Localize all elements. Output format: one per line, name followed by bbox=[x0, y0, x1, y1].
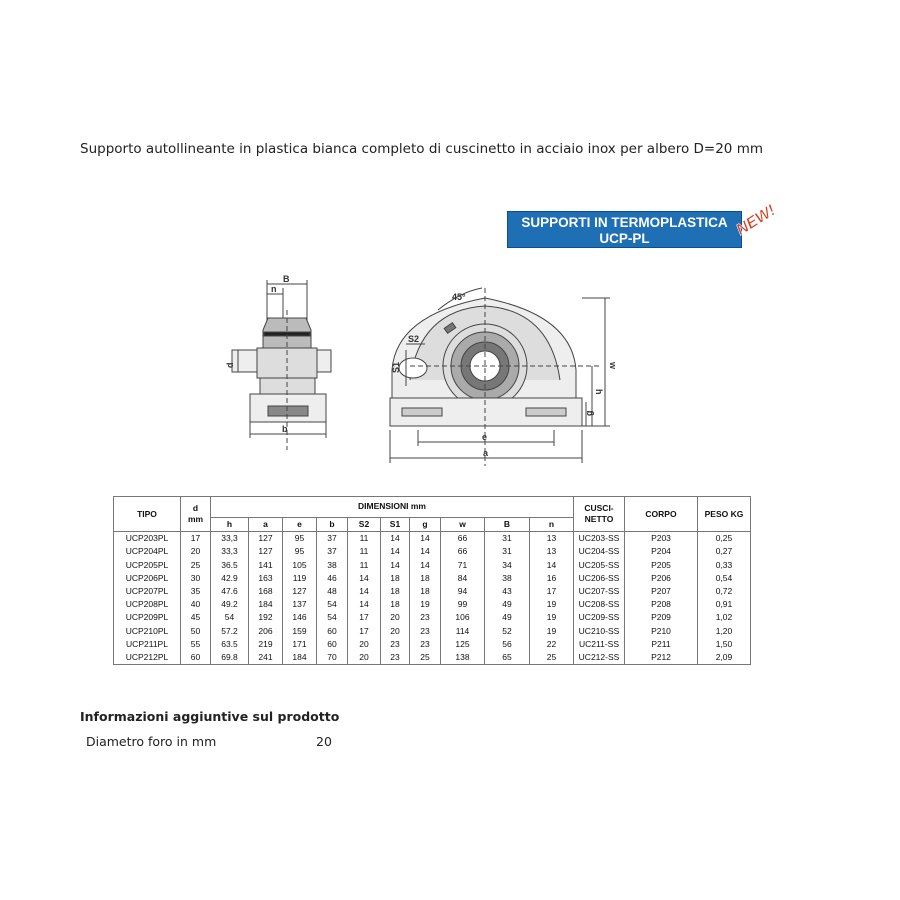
table-cell: 25 bbox=[530, 651, 574, 665]
label-angle: 45° bbox=[452, 292, 466, 302]
label-b-side: b bbox=[282, 424, 288, 434]
subheader-B: B bbox=[485, 518, 530, 532]
table-row bbox=[114, 572, 751, 585]
table-cell: 52 bbox=[485, 625, 530, 638]
table-cell: P205 bbox=[625, 559, 698, 572]
table-row bbox=[114, 638, 751, 651]
table-cell: 1,02 bbox=[698, 611, 751, 624]
table-cell: UCP204PL bbox=[114, 545, 181, 558]
table-cell: P206 bbox=[625, 572, 698, 585]
table-cell: 23 bbox=[381, 638, 410, 651]
table-cell: UC209-SS bbox=[574, 611, 625, 624]
table-cell: 19 bbox=[410, 598, 441, 611]
table-cell: 30 bbox=[181, 572, 211, 585]
label-S1: S1 bbox=[391, 361, 401, 373]
table-cell: 192 bbox=[249, 611, 283, 624]
table-cell: UCP211PL bbox=[114, 638, 181, 651]
table-cell: 14 bbox=[410, 545, 441, 558]
table-cell: 14 bbox=[530, 559, 574, 572]
table-row bbox=[114, 598, 751, 611]
table-cell: 125 bbox=[441, 638, 485, 651]
table-cell: UCP212PL bbox=[114, 651, 181, 665]
new-badge-text: NEW! bbox=[733, 202, 779, 240]
table-cell: 60 bbox=[181, 651, 211, 665]
table-cell: P212 bbox=[625, 651, 698, 665]
table-cell: 17 bbox=[348, 625, 381, 638]
table-cell: 94 bbox=[441, 585, 485, 598]
table-cell: 0,72 bbox=[698, 585, 751, 598]
table-cell: UC203-SS bbox=[574, 532, 625, 546]
table-cell: 33,3 bbox=[211, 545, 249, 558]
subheader-b: b bbox=[317, 518, 348, 532]
table-cell: 55 bbox=[181, 638, 211, 651]
table-cell: 18 bbox=[381, 585, 410, 598]
table-cell: 20 bbox=[348, 651, 381, 665]
header-tipo: TIPO bbox=[114, 497, 181, 532]
table-cell: 171 bbox=[283, 638, 317, 651]
table-cell: 14 bbox=[381, 545, 410, 558]
header-corpo: CORPO bbox=[625, 497, 698, 532]
table-cell: 16 bbox=[530, 572, 574, 585]
table-cell: 17 bbox=[530, 585, 574, 598]
table-cell: 184 bbox=[249, 598, 283, 611]
table-cell: 95 bbox=[283, 545, 317, 558]
table-row bbox=[114, 611, 751, 624]
info-row bbox=[86, 734, 332, 749]
table-cell: 65 bbox=[485, 651, 530, 665]
table-cell: 138 bbox=[441, 651, 485, 665]
table-cell: UCP209PL bbox=[114, 611, 181, 624]
table-cell: 31 bbox=[485, 545, 530, 558]
subheader-S1: S1 bbox=[381, 518, 410, 532]
table-cell: 47.6 bbox=[211, 585, 249, 598]
subheader-h: h bbox=[211, 518, 249, 532]
table-cell: 43 bbox=[485, 585, 530, 598]
table-cell: 25 bbox=[410, 651, 441, 665]
table-cell: 127 bbox=[249, 532, 283, 546]
header-cuscinetto: CUSCI- NETTO bbox=[574, 497, 625, 532]
table-cell: 13 bbox=[530, 545, 574, 558]
label-g: g bbox=[584, 410, 594, 416]
table-cell: 127 bbox=[283, 585, 317, 598]
table-cell: 49 bbox=[485, 611, 530, 624]
table-cell: 20 bbox=[181, 545, 211, 558]
table-cell: 17 bbox=[181, 532, 211, 546]
header-peso: PESO KG bbox=[698, 497, 751, 532]
table-cell: 69.8 bbox=[211, 651, 249, 665]
table-cell: UC211-SS bbox=[574, 638, 625, 651]
table-cell: 20 bbox=[348, 638, 381, 651]
table-cell: 14 bbox=[348, 598, 381, 611]
table-cell: 38 bbox=[317, 559, 348, 572]
table-cell: 1,20 bbox=[698, 625, 751, 638]
table-cell: UC204-SS bbox=[574, 545, 625, 558]
table-cell: 146 bbox=[283, 611, 317, 624]
info-label: Diametro foro in mm bbox=[86, 734, 217, 749]
table-row bbox=[114, 545, 751, 558]
table-cell: 35 bbox=[181, 585, 211, 598]
product-description: Supporto autollineante in plastica bianca completo di cuscinetto in acciaio inox per albero D=20 mm bbox=[80, 141, 763, 157]
table-cell: 84 bbox=[441, 572, 485, 585]
table-cell: 0,33 bbox=[698, 559, 751, 572]
label-h: h bbox=[594, 389, 604, 395]
table-cell: 37 bbox=[317, 532, 348, 546]
label-B-side: B bbox=[283, 274, 290, 284]
table-cell: P208 bbox=[625, 598, 698, 611]
table-cell: 38 bbox=[485, 572, 530, 585]
info-title: Informazioni aggiuntive sul prodotto bbox=[80, 709, 340, 724]
table-cell: 60 bbox=[317, 625, 348, 638]
table-cell: 95 bbox=[283, 532, 317, 546]
table-cell: 48 bbox=[317, 585, 348, 598]
table-cell: 168 bbox=[249, 585, 283, 598]
table-cell: 14 bbox=[410, 532, 441, 546]
table-cell: 33,3 bbox=[211, 532, 249, 546]
table-cell: 18 bbox=[410, 572, 441, 585]
table-cell: 66 bbox=[441, 532, 485, 546]
table-cell: 19 bbox=[530, 598, 574, 611]
table-cell: P207 bbox=[625, 585, 698, 598]
table-cell: 141 bbox=[249, 559, 283, 572]
table-cell: 25 bbox=[181, 559, 211, 572]
table-cell: P204 bbox=[625, 545, 698, 558]
table-cell: 106 bbox=[441, 611, 485, 624]
table-cell: 54 bbox=[317, 598, 348, 611]
table-cell: UCP205PL bbox=[114, 559, 181, 572]
table-cell: 42.9 bbox=[211, 572, 249, 585]
table-cell: 184 bbox=[283, 651, 317, 665]
label-e: e bbox=[482, 432, 488, 442]
table-row bbox=[114, 651, 751, 665]
table-cell: 45 bbox=[181, 611, 211, 624]
label-S2: S2 bbox=[408, 334, 420, 344]
table-cell: 14 bbox=[381, 559, 410, 572]
subheader-e: e bbox=[283, 518, 317, 532]
table-cell: 159 bbox=[283, 625, 317, 638]
banner-line2: UCP-PL bbox=[599, 231, 650, 246]
table-cell: 0,91 bbox=[698, 598, 751, 611]
table-cell: 11 bbox=[348, 559, 381, 572]
label-w: w bbox=[608, 362, 618, 370]
table-cell: 17 bbox=[348, 611, 381, 624]
table-row bbox=[114, 532, 751, 546]
subheader-S2: S2 bbox=[348, 518, 381, 532]
table-cell: UC205-SS bbox=[574, 559, 625, 572]
info-value: 20 bbox=[316, 734, 332, 749]
table-cell: 14 bbox=[348, 585, 381, 598]
label-d: d bbox=[225, 362, 235, 368]
table-cell: 60 bbox=[317, 638, 348, 651]
table-cell: 219 bbox=[249, 638, 283, 651]
table-cell: 20 bbox=[381, 625, 410, 638]
table-cell: 137 bbox=[283, 598, 317, 611]
table-cell: 46 bbox=[317, 572, 348, 585]
specs-table bbox=[113, 496, 751, 665]
table-cell: 54 bbox=[211, 611, 249, 624]
table-cell: 49 bbox=[485, 598, 530, 611]
table-cell: 56 bbox=[485, 638, 530, 651]
table-cell: UCP206PL bbox=[114, 572, 181, 585]
table-cell: 0,27 bbox=[698, 545, 751, 558]
front-view bbox=[390, 288, 610, 466]
subheader-a: a bbox=[249, 518, 283, 532]
table-row bbox=[114, 625, 751, 638]
table-cell: UC210-SS bbox=[574, 625, 625, 638]
table-cell: UCP203PL bbox=[114, 532, 181, 546]
table-row bbox=[114, 585, 751, 598]
table-cell: 19 bbox=[530, 611, 574, 624]
table-cell: UC208-SS bbox=[574, 598, 625, 611]
table-cell: P209 bbox=[625, 611, 698, 624]
table-cell: 23 bbox=[410, 638, 441, 651]
subheader-g: g bbox=[410, 518, 441, 532]
table-cell: 70 bbox=[317, 651, 348, 665]
table-cell: 119 bbox=[283, 572, 317, 585]
table-cell: 31 bbox=[485, 532, 530, 546]
table-cell: 66 bbox=[441, 545, 485, 558]
table-cell: 71 bbox=[441, 559, 485, 572]
subheader-n: n bbox=[530, 518, 574, 532]
table-cell: 11 bbox=[348, 532, 381, 546]
table-cell: 2,09 bbox=[698, 651, 751, 665]
table-cell: 54 bbox=[317, 611, 348, 624]
table-cell: 36.5 bbox=[211, 559, 249, 572]
table-cell: 37 bbox=[317, 545, 348, 558]
table-cell: 0,54 bbox=[698, 572, 751, 585]
table-cell: 18 bbox=[410, 585, 441, 598]
table-cell: 19 bbox=[530, 625, 574, 638]
table-cell: 22 bbox=[530, 638, 574, 651]
table-cell: 127 bbox=[249, 545, 283, 558]
table-cell: 23 bbox=[381, 651, 410, 665]
table-cell: 1,50 bbox=[698, 638, 751, 651]
table-cell: UCP210PL bbox=[114, 625, 181, 638]
table-cell: P211 bbox=[625, 638, 698, 651]
table-cell: 63.5 bbox=[211, 638, 249, 651]
product-banner bbox=[507, 211, 742, 248]
table-cell: 11 bbox=[348, 545, 381, 558]
table-cell: 105 bbox=[283, 559, 317, 572]
new-badge-icon bbox=[727, 192, 787, 242]
table-cell: UCP207PL bbox=[114, 585, 181, 598]
table-cell: 18 bbox=[381, 572, 410, 585]
table-cell: 49.2 bbox=[211, 598, 249, 611]
table-cell: UC207-SS bbox=[574, 585, 625, 598]
subheader-w: w bbox=[441, 518, 485, 532]
table-cell: 18 bbox=[381, 598, 410, 611]
table-cell: 241 bbox=[249, 651, 283, 665]
table-cell: UC212-SS bbox=[574, 651, 625, 665]
table-cell: 40 bbox=[181, 598, 211, 611]
table-cell: 23 bbox=[410, 611, 441, 624]
table-cell: 50 bbox=[181, 625, 211, 638]
table-row bbox=[114, 559, 751, 572]
technical-drawing bbox=[220, 270, 620, 470]
table-cell: 57.2 bbox=[211, 625, 249, 638]
table-cell: 206 bbox=[249, 625, 283, 638]
table-cell: 23 bbox=[410, 625, 441, 638]
table-cell: 34 bbox=[485, 559, 530, 572]
header-d: d mm bbox=[181, 497, 211, 532]
table-cell: 13 bbox=[530, 532, 574, 546]
label-a: a bbox=[483, 448, 489, 458]
header-dimensioni: DIMENSIONI mm bbox=[211, 497, 574, 518]
specs-table-body bbox=[114, 532, 751, 665]
table-cell: 20 bbox=[381, 611, 410, 624]
table-cell: 163 bbox=[249, 572, 283, 585]
table-cell: P203 bbox=[625, 532, 698, 546]
banner-line1: SUPPORTI IN TERMOPLASTICA bbox=[521, 215, 728, 230]
table-cell: 14 bbox=[348, 572, 381, 585]
table-cell: 0,25 bbox=[698, 532, 751, 546]
table-cell: 114 bbox=[441, 625, 485, 638]
label-n: n bbox=[271, 284, 277, 294]
table-cell: P210 bbox=[625, 625, 698, 638]
table-cell: UCP208PL bbox=[114, 598, 181, 611]
table-cell: 14 bbox=[381, 532, 410, 546]
table-cell: 14 bbox=[410, 559, 441, 572]
table-cell: 99 bbox=[441, 598, 485, 611]
table-cell: UC206-SS bbox=[574, 572, 625, 585]
